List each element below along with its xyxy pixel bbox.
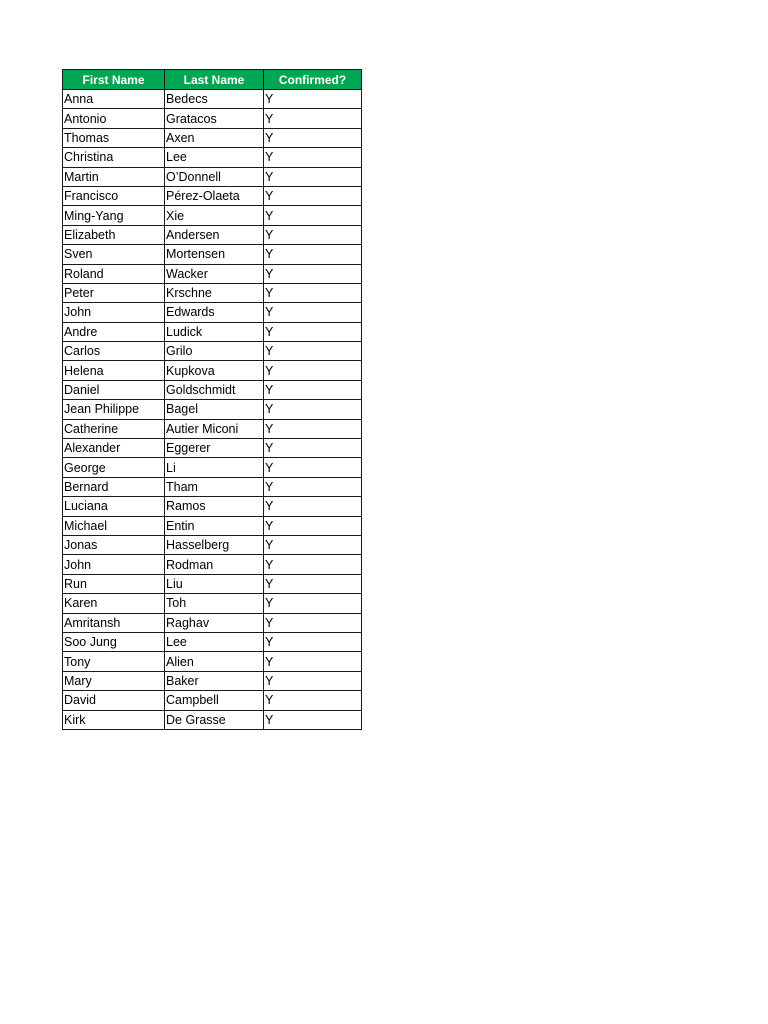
first-name-cell[interactable]: Peter (63, 283, 165, 302)
confirmed-cell[interactable]: Y (264, 710, 362, 729)
first-name-cell[interactable]: Run (63, 574, 165, 593)
first-name-cell[interactable]: Luciana (63, 497, 165, 516)
confirmed-cell[interactable]: Y (264, 458, 362, 477)
first-name-cell[interactable]: George (63, 458, 165, 477)
first-name-cell[interactable]: Amritansh (63, 613, 165, 632)
table-row (63, 303, 362, 322)
first-name-cell[interactable]: John (63, 555, 165, 574)
table-row (63, 264, 362, 283)
confirmed-cell[interactable]: Y (264, 497, 362, 516)
table-row (63, 458, 362, 477)
table-row (63, 477, 362, 496)
last-name-cell[interactable]: Gratacos (165, 109, 264, 128)
last-name-cell[interactable]: Rodman (165, 555, 264, 574)
last-name-cell[interactable]: Lee (165, 632, 264, 651)
last-name-cell[interactable]: Bagel (165, 400, 264, 419)
last-name-cell[interactable]: Edwards (165, 303, 264, 322)
table-row (63, 283, 362, 302)
first-name-cell[interactable]: John (63, 303, 165, 322)
confirmed-cell[interactable]: Y (264, 613, 362, 632)
confirmed-cell[interactable]: Y (264, 555, 362, 574)
confirmed-cell[interactable]: Y (264, 594, 362, 613)
last-name-cell[interactable]: Pérez-Olaeta (165, 186, 264, 205)
confirmed-cell[interactable]: Y (264, 225, 362, 244)
table-row (63, 109, 362, 128)
confirmed-cell[interactable]: Y (264, 283, 362, 302)
table-row (63, 691, 362, 710)
table-row (63, 225, 362, 244)
table-row (63, 361, 362, 380)
first-name-cell[interactable]: Helena (63, 361, 165, 380)
first-name-cell[interactable]: Karen (63, 594, 165, 613)
last-name-cell[interactable]: Hasselberg (165, 535, 264, 554)
confirmed-cell[interactable]: Y (264, 380, 362, 399)
first-name-cell[interactable]: Martin (63, 167, 165, 186)
first-name-cell[interactable]: Sven (63, 245, 165, 264)
first-name-cell[interactable]: Jonas (63, 535, 165, 554)
last-name-cell[interactable]: Baker (165, 671, 264, 690)
confirmed-cell[interactable]: Y (264, 361, 362, 380)
first-name-cell[interactable]: Francisco (63, 186, 165, 205)
guest-list-table (62, 69, 362, 730)
table-row (63, 516, 362, 535)
last-name-cell[interactable]: Lee (165, 148, 264, 167)
table-row (63, 245, 362, 264)
confirmed-cell[interactable]: Y (264, 264, 362, 283)
table-row (63, 167, 362, 186)
first-name-cell[interactable]: Andre (63, 322, 165, 341)
last-name-cell[interactable]: Ramos (165, 497, 264, 516)
table-row (63, 535, 362, 554)
first-name-cell[interactable]: Michael (63, 516, 165, 535)
confirmed-cell[interactable]: Y (264, 477, 362, 496)
first-name-cell[interactable]: Alexander (63, 439, 165, 458)
first-name-cell[interactable]: Thomas (63, 128, 165, 147)
last-name-cell[interactable]: Toh (165, 594, 264, 613)
first-name-cell[interactable]: Carlos (63, 342, 165, 361)
last-name-cell[interactable]: Liu (165, 574, 264, 593)
table-row (63, 206, 362, 225)
confirmed-cell[interactable]: Y (264, 439, 362, 458)
confirmed-cell[interactable]: Y (264, 400, 362, 419)
table-row (63, 613, 362, 632)
table-row (63, 186, 362, 205)
first-name-cell[interactable]: David (63, 691, 165, 710)
first-name-cell[interactable]: Antonio (63, 109, 165, 128)
first-name-cell[interactable]: Daniel (63, 380, 165, 399)
first-name-cell[interactable]: Tony (63, 652, 165, 671)
confirmed-cell[interactable]: Y (264, 186, 362, 205)
table-row (63, 148, 362, 167)
last-name-cell[interactable]: Ludick (165, 322, 264, 341)
last-name-cell[interactable]: Kupkova (165, 361, 264, 380)
header-first-name[interactable]: First Name (63, 70, 165, 90)
table-row (63, 90, 362, 109)
first-name-cell[interactable]: Roland (63, 264, 165, 283)
last-name-cell[interactable]: Li (165, 458, 264, 477)
last-name-cell[interactable]: Xie (165, 206, 264, 225)
last-name-cell[interactable]: Goldschmidt (165, 380, 264, 399)
first-name-cell[interactable]: Soo Jung (63, 632, 165, 651)
last-name-cell[interactable]: De Grasse (165, 710, 264, 729)
confirmed-cell[interactable]: Y (264, 516, 362, 535)
first-name-cell[interactable]: Anna (63, 90, 165, 109)
first-name-cell[interactable]: Christina (63, 148, 165, 167)
table-row (63, 380, 362, 399)
last-name-cell[interactable]: Wacker (165, 264, 264, 283)
last-name-cell[interactable]: Andersen (165, 225, 264, 244)
table-row (63, 342, 362, 361)
confirmed-cell[interactable]: Y (264, 342, 362, 361)
table-row (63, 652, 362, 671)
confirmed-cell[interactable]: Y (264, 206, 362, 225)
first-name-cell[interactable]: Kirk (63, 710, 165, 729)
last-name-cell[interactable]: Grilo (165, 342, 264, 361)
confirmed-cell[interactable]: Y (264, 90, 362, 109)
table-body (63, 90, 362, 730)
table-row (63, 555, 362, 574)
last-name-cell[interactable]: Bedecs (165, 90, 264, 109)
confirmed-cell[interactable]: Y (264, 322, 362, 341)
table-row (63, 128, 362, 147)
table-row (63, 419, 362, 438)
table-row (63, 322, 362, 341)
table-row (63, 710, 362, 729)
confirmed-cell[interactable]: Y (264, 303, 362, 322)
first-name-cell[interactable]: Catherine (63, 419, 165, 438)
table-row (63, 497, 362, 516)
confirmed-cell[interactable]: Y (264, 632, 362, 651)
confirmed-cell[interactable]: Y (264, 128, 362, 147)
confirmed-cell[interactable]: Y (264, 148, 362, 167)
confirmed-cell[interactable]: Y (264, 574, 362, 593)
confirmed-cell[interactable]: Y (264, 691, 362, 710)
table-row (63, 594, 362, 613)
header-confirmed[interactable]: Confirmed? (264, 70, 362, 90)
confirmed-cell[interactable]: Y (264, 671, 362, 690)
header-row (63, 70, 362, 90)
confirmed-cell[interactable]: Y (264, 245, 362, 264)
last-name-cell[interactable]: Eggerer (165, 439, 264, 458)
last-name-cell[interactable]: O’Donnell (165, 167, 264, 186)
last-name-cell[interactable]: Mortensen (165, 245, 264, 264)
last-name-cell[interactable]: Raghav (165, 613, 264, 632)
table-row (63, 671, 362, 690)
confirmed-cell[interactable]: Y (264, 652, 362, 671)
confirmed-cell[interactable]: Y (264, 419, 362, 438)
last-name-cell[interactable]: Krschne (165, 283, 264, 302)
first-name-cell[interactable]: Ming-Yang (63, 206, 165, 225)
first-name-cell[interactable]: Elizabeth (63, 225, 165, 244)
last-name-cell[interactable]: Alien (165, 652, 264, 671)
confirmed-cell[interactable]: Y (264, 109, 362, 128)
table-row (63, 574, 362, 593)
confirmed-cell[interactable]: Y (264, 167, 362, 186)
last-name-cell[interactable]: Campbell (165, 691, 264, 710)
first-name-cell[interactable]: Bernard (63, 477, 165, 496)
last-name-cell[interactable]: Entin (165, 516, 264, 535)
table-row (63, 439, 362, 458)
last-name-cell[interactable]: Autier Miconi (165, 419, 264, 438)
last-name-cell[interactable]: Tham (165, 477, 264, 496)
first-name-cell[interactable]: Jean Philippe (63, 400, 165, 419)
table-row (63, 632, 362, 651)
last-name-cell[interactable]: Axen (165, 128, 264, 147)
first-name-cell[interactable]: Mary (63, 671, 165, 690)
header-last-name[interactable]: Last Name (165, 70, 264, 90)
confirmed-cell[interactable]: Y (264, 535, 362, 554)
table-row (63, 400, 362, 419)
